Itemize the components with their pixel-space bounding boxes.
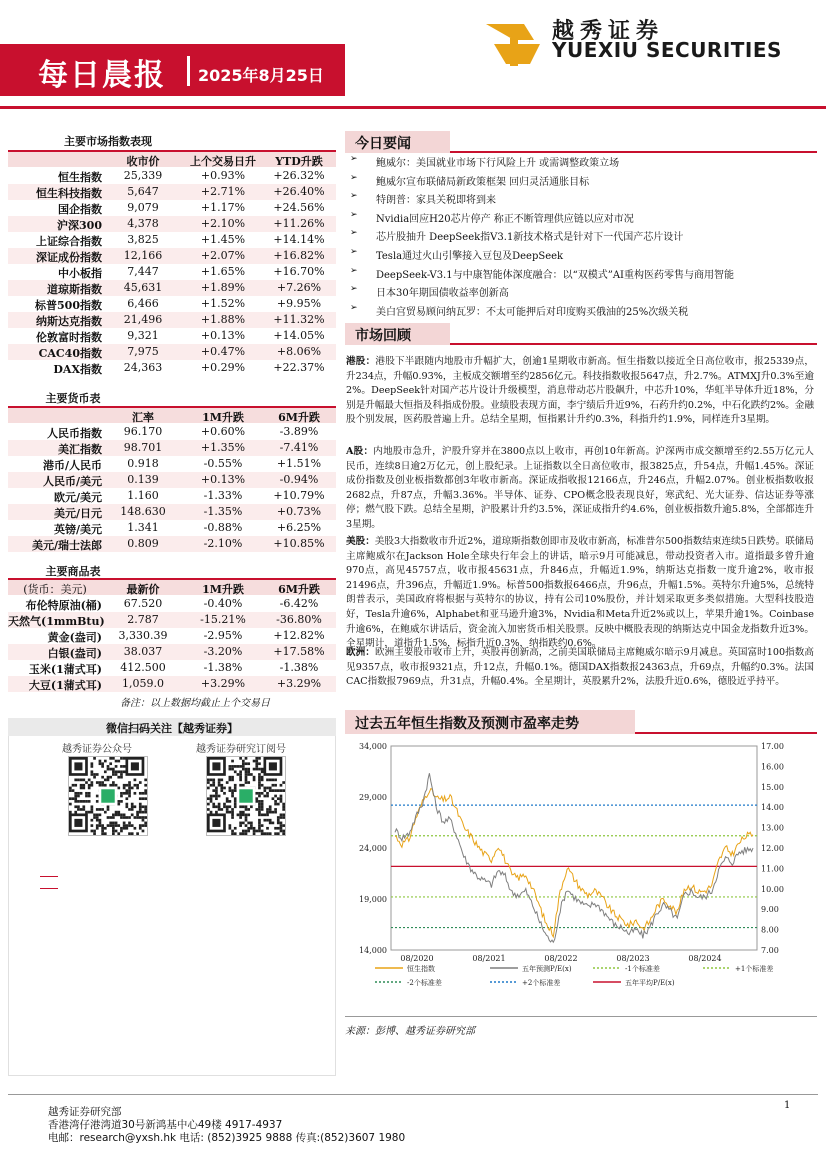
table-row bbox=[8, 328, 336, 344]
table-row bbox=[8, 200, 336, 216]
row-name: 上证综合指数 bbox=[36, 235, 102, 248]
logo-chinese-name: 越秀证券 bbox=[552, 19, 665, 44]
arrow-bullet-icon: ➢ bbox=[350, 265, 358, 276]
news-text: Tesla通过火山引擎接入豆包及DeepSeek bbox=[376, 251, 564, 262]
wechat-frame bbox=[8, 736, 336, 1076]
page-number: 1 bbox=[784, 1100, 791, 1111]
market-review-rule bbox=[450, 343, 817, 345]
row-value: 5,647 bbox=[127, 185, 159, 198]
row-value: 4,378 bbox=[127, 217, 159, 230]
col-1m: 1M升跌 bbox=[202, 411, 244, 424]
row-value: +11.32% bbox=[273, 313, 325, 326]
row-value: -7.41% bbox=[279, 441, 319, 454]
row-value: +10.79% bbox=[273, 489, 325, 502]
row-value: 0.918 bbox=[127, 457, 159, 470]
y-right-tick: 9.00 bbox=[761, 905, 779, 915]
row-value: -0.94% bbox=[279, 473, 319, 486]
row-value: +1.17% bbox=[200, 201, 246, 214]
row-name: 恒生科技指数 bbox=[36, 187, 102, 200]
row-value: 9,321 bbox=[127, 329, 159, 342]
legend-label: +1个标准差 bbox=[735, 965, 774, 973]
row-name: 欧元/美元 bbox=[53, 491, 102, 504]
review-ashare bbox=[346, 445, 814, 533]
row-value: 98.701 bbox=[123, 441, 163, 454]
y-right-tick: 7.00 bbox=[761, 946, 779, 955]
today-news-rule bbox=[450, 151, 817, 153]
col-6m: 6M升跌 bbox=[278, 583, 320, 596]
row-value: +24.56% bbox=[273, 201, 325, 214]
divider-dash bbox=[40, 888, 58, 889]
y-left-tick: 24,000 bbox=[359, 844, 387, 853]
table-row bbox=[8, 360, 336, 376]
row-value: +1.51% bbox=[276, 457, 322, 470]
row-value: +3.29% bbox=[276, 677, 322, 690]
row-name: 道琼斯指数 bbox=[47, 283, 102, 296]
table-row bbox=[8, 216, 336, 232]
qr-label-official: 越秀证券公众号 bbox=[62, 744, 132, 755]
col-prev-change: 上个交易日升 bbox=[190, 155, 256, 168]
table-row bbox=[8, 520, 336, 536]
row-value: +9.95% bbox=[276, 297, 322, 310]
row-name: 伦敦富时指数 bbox=[36, 331, 102, 344]
row-value: -1.33% bbox=[203, 489, 243, 502]
review-hk bbox=[346, 355, 814, 428]
table-row bbox=[8, 536, 336, 552]
y-left-tick: 14,000 bbox=[359, 946, 387, 955]
row-value: +10.85% bbox=[273, 537, 325, 550]
row-value: -0.55% bbox=[203, 457, 243, 470]
legend-label: -1个标准差 bbox=[625, 965, 660, 973]
row-value: -0.88% bbox=[203, 521, 243, 534]
row-value: 1,059.0 bbox=[122, 677, 164, 690]
chart-source: 来源：彭博、越秀证券研究部 bbox=[345, 1026, 475, 1037]
news-text: 芯片股抽升 DeepSeek指V3.1新技术格式是针对下一代国产芯片设计 bbox=[376, 232, 684, 244]
review-text: 内地股市急升，沪股升穿并在3800点以上收市，再创10年新高。沪深两市成交额增至约2.55万亿元人民币，连续8日逾2万亿元，创上股纪录。上证指数以全日高位收市，报3825点，升54点，升幅1.45%。深证成份指数及创业板指数都创3年收市新高。深证成指收报12166点，升246点，升幅2.07%。创业板指数收报2682点，升87点，升幅3.36%。半导体、证券、CPO概念股表现良好，寒武纪、光大证券、信达证券等涨停；燃气股下跌。总结全星期，沪股累计升约3.5%，深证成指升约4.6%，创业板指数升逾5.8%，全部都连升3星期。 bbox=[346, 446, 814, 530]
row-value: +1.52% bbox=[200, 297, 246, 310]
review-us bbox=[346, 535, 814, 652]
review-label: A股： bbox=[346, 446, 374, 457]
row-value: 7,447 bbox=[127, 265, 159, 278]
chart-rule bbox=[635, 732, 817, 734]
data-note: 备注：以上数据均截止上个交易日 bbox=[120, 698, 270, 709]
row-value: +11.26% bbox=[273, 217, 325, 230]
y-right-tick: 8.00 bbox=[761, 925, 779, 935]
arrow-bullet-icon: ➢ bbox=[350, 172, 358, 183]
row-value: -36.80% bbox=[276, 613, 322, 626]
row-value: +1.35% bbox=[200, 441, 246, 454]
row-name: 英镑/美元 bbox=[53, 523, 102, 536]
x-tick: 08/2023 bbox=[616, 954, 650, 963]
arrow-bullet-icon: ➢ bbox=[350, 209, 358, 220]
y-right-tick: 16.00 bbox=[761, 762, 784, 772]
x-tick: 08/2022 bbox=[544, 954, 578, 963]
header-rule bbox=[0, 106, 826, 109]
footer-dept: 越秀证券研究部 bbox=[48, 1106, 122, 1118]
table-row bbox=[8, 612, 336, 628]
row-name: 白银(盎司) bbox=[47, 647, 102, 660]
review-europe bbox=[346, 646, 814, 690]
row-value: -1.38% bbox=[279, 661, 319, 674]
legend-label: +2个标准差 bbox=[522, 979, 561, 987]
row-value: 3,330.39 bbox=[118, 629, 168, 642]
row-name: 美元/瑞士法郎 bbox=[31, 539, 102, 552]
row-value: -2.10% bbox=[203, 537, 243, 550]
fx-table-header bbox=[8, 408, 336, 423]
table-row bbox=[8, 312, 336, 328]
x-tick: 08/2021 bbox=[472, 954, 506, 963]
row-value: 24,363 bbox=[123, 361, 163, 374]
chart-title: 过去五年恒生指数及预测市盈率走势 bbox=[345, 710, 635, 734]
row-value: +0.29% bbox=[200, 361, 246, 374]
row-value: +7.26% bbox=[276, 281, 322, 294]
row-value: 67.520 bbox=[123, 597, 163, 610]
row-name: 港币/人民币 bbox=[42, 459, 102, 472]
news-text: DeepSeek-V3.1与中康智能体深度融合：以“双模式”AI重构医药零售与商用智能 bbox=[376, 269, 734, 281]
arrow-bullet-icon: ➢ bbox=[350, 154, 358, 164]
row-value: 12,166 bbox=[123, 249, 163, 262]
arrow-bullet-icon: ➢ bbox=[350, 247, 358, 257]
index-table-title: 主要市场指数表现 bbox=[64, 135, 152, 148]
y-left-tick: 34,000 bbox=[359, 742, 387, 751]
row-name: DAX指数 bbox=[53, 363, 102, 376]
y-right-tick: 13.00 bbox=[761, 823, 784, 833]
footer-contact: 电邮：research@yxsh.hk 电话: (852)3925 9888 传真:(852)3607 1980 bbox=[48, 1132, 406, 1144]
legend-label: 五年平均P/E(x) bbox=[625, 979, 675, 987]
row-value: 2.787 bbox=[127, 613, 159, 626]
row-name: 深证成份指数 bbox=[36, 251, 102, 264]
table-row bbox=[8, 676, 336, 692]
table-row bbox=[8, 504, 336, 520]
row-name: 人民币指数 bbox=[47, 427, 102, 440]
news-text: 日本30年期国债收益率创新高 bbox=[376, 288, 509, 300]
x-tick: 08/2024 bbox=[688, 954, 722, 963]
row-value: 9,079 bbox=[127, 201, 159, 214]
row-value: +26.40% bbox=[273, 185, 325, 198]
row-name: 大豆(1蒲式耳) bbox=[28, 679, 102, 692]
row-value: +0.93% bbox=[200, 169, 246, 182]
col-latest: 最新价 bbox=[126, 583, 160, 596]
y-left-tick: 29,000 bbox=[359, 793, 387, 802]
row-value: 1.341 bbox=[127, 521, 159, 534]
row-name: 玉米(1蒲式耳) bbox=[28, 663, 102, 676]
row-name: 黄金(盎司) bbox=[47, 631, 102, 644]
col-1m: 1M升跌 bbox=[202, 583, 244, 596]
chart-svg bbox=[345, 740, 817, 1010]
table-row bbox=[8, 472, 336, 488]
news-text: Nvidia回应H20芯片停产 称正不断管理供应链以应对市况 bbox=[376, 213, 634, 225]
table-row bbox=[8, 456, 336, 472]
report-title: 每日晨报 bbox=[38, 58, 166, 93]
market-review-header bbox=[345, 323, 817, 345]
legend-label: 五年预测P/E(x) bbox=[522, 965, 572, 973]
qr-code-research[interactable] bbox=[206, 756, 286, 836]
news-text: 鲍威尔宣布联储局新政策框架 回归灵活通胀目标 bbox=[376, 176, 590, 188]
table-row bbox=[8, 344, 336, 360]
table-row bbox=[8, 424, 336, 440]
table-row bbox=[8, 264, 336, 280]
table-row bbox=[8, 488, 336, 504]
report-date: 2025年8月25日 bbox=[198, 66, 324, 85]
row-value: -0.40% bbox=[203, 597, 243, 610]
row-value: +16.82% bbox=[273, 249, 325, 262]
row-value: -1.38% bbox=[203, 661, 243, 674]
title-separator bbox=[187, 56, 190, 86]
row-value: +8.06% bbox=[276, 345, 322, 358]
hsi-pe-chart bbox=[345, 740, 817, 1010]
row-name: 纳斯达克指数 bbox=[36, 315, 102, 328]
review-text: 美股3大指数收市升近2%，道琼斯指数创即市及收市新高，标准普尔500指数结束连续5日跌势。联储局主席鲍威尔在Jackson Hole全球央行年会上的讲话，暗示9月可能减息，带动投资者入市。道指最多曾升逾970点，高见45757点，收市报45631点，升846点，升幅近1.9%，纳斯达克指数一度升逾2%，收市报21496点，升396点，升幅近1.9%。标普500指数报6466点，升96点，升幅1.5%。英特尔升逾5%，总统特朗普表示，美国政府将根据与英特尔的协议，持有公司10%股份，并计划采取更多类似措施。大型科技股造好，Tesla升逾6%，Alphabet和亚马逊升逾3%，Nvidia和Meta升近2%或以上，苹果升逾1%。Coinbase升逾6%，在鲍威尔讲话后，资金流入加密货币相关股票。反映中概股表现的纳斯达克中国金龙指数升近3%。全星期计，道指升1.5%，标指升近0.3%，纳指跌约0.6%。 bbox=[346, 536, 814, 650]
col-rate: 汇率 bbox=[132, 411, 154, 424]
table-row bbox=[8, 296, 336, 312]
row-name: 天然气(1mmBtu) bbox=[8, 615, 105, 628]
col-close: 收市价 bbox=[126, 155, 160, 168]
row-name: 国企指数 bbox=[58, 203, 102, 216]
row-value: +3.29% bbox=[200, 677, 246, 690]
table-row bbox=[8, 248, 336, 264]
y-right-tick: 17.00 bbox=[761, 742, 784, 751]
row-value: +0.47% bbox=[200, 345, 246, 358]
row-name: 布伦特原油(桶) bbox=[25, 599, 102, 612]
news-text: 鲍威尔：美国就业市场下行风险上升 或需调整政策立场 bbox=[376, 158, 620, 169]
row-value: 6,466 bbox=[127, 297, 159, 310]
table-row bbox=[8, 596, 336, 612]
row-value: 25,339 bbox=[123, 169, 163, 182]
qr-label-research: 越秀证券研究订阅号 bbox=[196, 744, 286, 755]
row-name: 人民币/美元 bbox=[42, 475, 102, 488]
market-review-title: 市场回顾 bbox=[345, 323, 450, 345]
plot-area bbox=[391, 746, 757, 950]
y-right-tick: 10.00 bbox=[761, 884, 784, 894]
row-name: 标普500指数 bbox=[35, 299, 102, 312]
row-name: CAC40指数 bbox=[38, 347, 102, 360]
row-name: 恒生指数 bbox=[58, 171, 102, 184]
review-text: 港股下半跟随内地股市升幅扩大，创逾1星期收市新高。恒生指数以接近全日高位收市，报25339点，升234点，升幅0.93%，主板成交额增至约2856亿元。科技指数收报5647点，升2.7%。ATMXJ升0.3%至逾2%。DeepSeek针对国产芯片设计升级模型，消息带动芯片股飙升，中芯升10%，华虹半导体升近18%，分别是升幅最大恒指及科指成份股。业绩股表现方面，李宁绩后升近9%，石药升约0.2%，中石化跌约2%。金融股个别发展，医药股普遍上升。总结全星期，恒指累计升约0.3%，科指升约1.9%，同样连升3星期。 bbox=[346, 356, 815, 426]
row-name: 美元/日元 bbox=[53, 507, 102, 520]
footer-address: 香港湾仔港湾道30号新鸿基中心49楼 4917-4937 bbox=[48, 1119, 283, 1131]
row-value: +1.89% bbox=[200, 281, 246, 294]
row-value: +0.60% bbox=[200, 425, 246, 438]
row-value: +14.14% bbox=[273, 233, 325, 246]
review-label: 欧洲： bbox=[346, 647, 375, 658]
row-value: -15.21% bbox=[200, 613, 246, 626]
table-row bbox=[8, 184, 336, 200]
row-value: +14.05% bbox=[273, 329, 325, 342]
row-value: +12.82% bbox=[273, 629, 325, 642]
qr-code-icon bbox=[69, 757, 147, 835]
wechat-title: 微信扫码关注【越秀证券】 bbox=[8, 718, 336, 736]
y-right-tick: 14.00 bbox=[761, 803, 784, 813]
table-row bbox=[8, 644, 336, 660]
y-right-tick: 12.00 bbox=[761, 844, 784, 853]
legend-label: 恒生指数 bbox=[407, 965, 435, 973]
row-value: 1.160 bbox=[127, 489, 159, 502]
row-name: 中小板指 bbox=[58, 267, 102, 280]
row-value: 45,631 bbox=[123, 281, 163, 294]
row-value: +0.73% bbox=[276, 505, 322, 518]
row-value: +22.37% bbox=[273, 361, 325, 374]
row-value: +1.65% bbox=[200, 265, 246, 278]
today-news-title: 今日要闻 bbox=[345, 131, 450, 153]
arrow-bullet-icon: ➢ bbox=[350, 302, 358, 313]
col-currency: (货币：美元) bbox=[23, 583, 87, 596]
review-label: 港股： bbox=[346, 356, 376, 367]
index-table-header bbox=[8, 152, 336, 167]
fx-table-title: 主要货币表 bbox=[45, 392, 101, 405]
commodity-table-header bbox=[8, 580, 336, 595]
x-tick: 08/2020 bbox=[400, 954, 434, 963]
table-row bbox=[8, 280, 336, 296]
row-value: +1.88% bbox=[200, 313, 246, 326]
row-value: 96.170 bbox=[123, 425, 163, 438]
arrow-bullet-icon: ➢ bbox=[350, 191, 358, 202]
arrow-bullet-icon: ➢ bbox=[350, 228, 358, 239]
row-value: 0.809 bbox=[127, 537, 159, 550]
row-value: +0.13% bbox=[200, 473, 246, 486]
row-value: +6.25% bbox=[276, 521, 322, 534]
commodity-table-title: 主要商品表 bbox=[45, 565, 101, 578]
y-right-tick: 15.00 bbox=[761, 782, 784, 792]
row-value: +2.07% bbox=[200, 249, 246, 262]
y-right-tick: 11.00 bbox=[761, 864, 784, 874]
row-value: +2.10% bbox=[200, 217, 246, 230]
row-value: 7,975 bbox=[127, 345, 159, 358]
row-value: +17.58% bbox=[273, 645, 325, 658]
source-rule bbox=[345, 1016, 817, 1017]
qr-code-icon bbox=[207, 757, 285, 835]
legend-label: -2个标准差 bbox=[407, 979, 442, 987]
row-value: 3,825 bbox=[127, 233, 159, 246]
table-row bbox=[8, 628, 336, 644]
col-6m: 6M升跌 bbox=[278, 411, 320, 424]
row-value: 148.630 bbox=[120, 505, 166, 518]
row-value: +16.70% bbox=[273, 265, 325, 278]
row-name: 沪深300 bbox=[57, 219, 102, 232]
today-news-header bbox=[345, 131, 817, 153]
row-value: -6.42% bbox=[279, 597, 319, 610]
row-value: -3.20% bbox=[203, 645, 243, 658]
review-text: 欧洲主要股市收市上升，英股再创新高，之前美国联储局主席鲍威尔暗示9月减息。英国富时100指数高见9357点，收市报9321点，升12点，升幅0.1%。德国DAX指数报24363点，升69点，升幅约0.3%。法国CAC指数报7969点，升31点，升幅0.4%。全星期计，英股累升2%，法股升近0.6%，德股近乎持平。 bbox=[346, 647, 815, 688]
review-label: 美股： bbox=[346, 536, 375, 547]
news-text: 美白宫贸易顾问纳瓦罗：不太可能押后对印度购买俄油的25%次级关税 bbox=[376, 306, 689, 318]
logo-english-name: YUEXIU SECURITIES bbox=[552, 38, 782, 62]
news-text: 特朗普：家具关税即将到来 bbox=[376, 195, 496, 207]
row-value: 412.500 bbox=[120, 661, 166, 674]
row-value: -1.35% bbox=[203, 505, 243, 518]
qr-code-official[interactable] bbox=[68, 756, 148, 836]
table-row bbox=[8, 660, 336, 676]
table-row bbox=[8, 232, 336, 248]
row-value: +0.13% bbox=[200, 329, 246, 342]
chart-header bbox=[345, 710, 817, 734]
row-value: -3.89% bbox=[279, 425, 319, 438]
row-value: +2.71% bbox=[200, 185, 246, 198]
yuexiu-logo-icon bbox=[484, 16, 544, 68]
arrow-bullet-icon: ➢ bbox=[350, 284, 358, 295]
row-value: +1.45% bbox=[200, 233, 246, 246]
table-row bbox=[8, 440, 336, 456]
row-value: 0.139 bbox=[127, 473, 159, 486]
table-row bbox=[8, 168, 336, 184]
y-left-tick: 19,000 bbox=[359, 895, 387, 904]
col-ytd: YTD升跌 bbox=[275, 155, 323, 168]
footer-rule bbox=[8, 1094, 818, 1095]
row-value: 21,496 bbox=[123, 313, 163, 326]
divider-dash bbox=[40, 876, 58, 877]
row-value: -2.95% bbox=[203, 629, 243, 642]
row-value: 38.037 bbox=[123, 645, 163, 658]
row-name: 美汇指数 bbox=[58, 443, 102, 456]
row-value: +26.32% bbox=[273, 169, 325, 182]
